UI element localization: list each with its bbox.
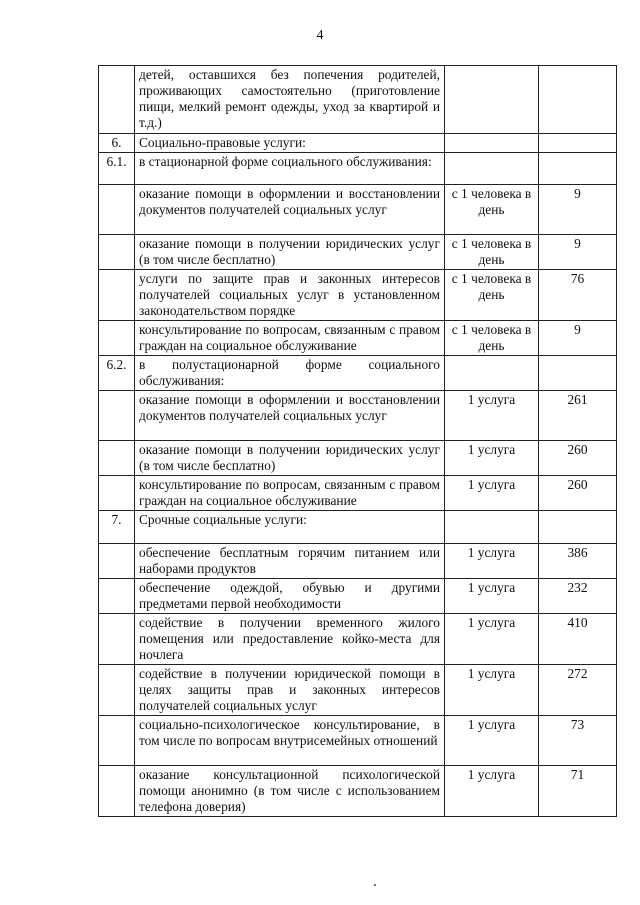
service-description-cell: детей, оставшихся без попечения родителей, проживающих самостоятельно (приготовление пищи, мелкий ремонт одежды, уход за квартирой и т.д.) xyxy=(135,66,445,134)
unit-cell: с 1 человека в день xyxy=(445,270,539,321)
service-description-cell: социально-психологическое консультирование, в том числе по вопросам внутрисемейных отношений xyxy=(135,716,445,766)
unit-cell xyxy=(445,356,539,391)
table-row xyxy=(99,766,617,817)
service-description-cell: Социально-правовые услуги: xyxy=(135,134,445,153)
value-cell: 260 xyxy=(539,441,617,476)
row-number-cell xyxy=(99,476,135,511)
table-row xyxy=(99,544,617,579)
table-row xyxy=(99,441,617,476)
unit-cell: 1 услуга xyxy=(445,766,539,817)
row-number-cell xyxy=(99,544,135,579)
table-row xyxy=(99,579,617,614)
row-number-cell xyxy=(99,66,135,134)
value-cell xyxy=(539,66,617,134)
value-cell: 272 xyxy=(539,665,617,716)
unit-cell: 1 услуга xyxy=(445,441,539,476)
stray-mark xyxy=(374,884,376,886)
row-number-cell: 6. xyxy=(99,134,135,153)
service-description-cell: Срочные социальные услуги: xyxy=(135,511,445,544)
value-cell xyxy=(539,511,617,544)
unit-cell: с 1 человека в день xyxy=(445,185,539,235)
unit-cell xyxy=(445,153,539,185)
value-cell: 232 xyxy=(539,579,617,614)
table-row xyxy=(99,665,617,716)
value-cell xyxy=(539,134,617,153)
row-number-cell xyxy=(99,235,135,270)
row-number-cell xyxy=(99,579,135,614)
row-number-cell xyxy=(99,270,135,321)
value-cell: 71 xyxy=(539,766,617,817)
row-number-cell xyxy=(99,391,135,441)
service-description-cell: консультирование по вопросам, связанным с правом граждан на социальное обслуживание xyxy=(135,321,445,356)
row-number-cell xyxy=(99,665,135,716)
unit-cell xyxy=(445,66,539,134)
value-cell: 261 xyxy=(539,391,617,441)
table-row xyxy=(99,476,617,511)
table-row xyxy=(99,185,617,235)
service-description-cell: содействие в получении юридической помощи в целях защиты прав и законных интересов получателей социальных услуг xyxy=(135,665,445,716)
service-description-cell: содействие в получении временного жилого помещения или предоставление койко-места для ночлега xyxy=(135,614,445,665)
table-row xyxy=(99,66,617,134)
table-row xyxy=(99,356,617,391)
row-number-cell: 6.1. xyxy=(99,153,135,185)
value-cell: 73 xyxy=(539,716,617,766)
value-cell xyxy=(539,356,617,391)
row-number-cell xyxy=(99,321,135,356)
table-row xyxy=(99,321,617,356)
value-cell: 76 xyxy=(539,270,617,321)
service-description-cell: консультирование по вопросам, связанным с правом граждан на социальное обслуживание xyxy=(135,476,445,511)
unit-cell: с 1 человека в день xyxy=(445,235,539,270)
value-cell: 386 xyxy=(539,544,617,579)
row-number-cell: 7. xyxy=(99,511,135,544)
unit-cell: 1 услуга xyxy=(445,716,539,766)
unit-cell xyxy=(445,134,539,153)
value-cell xyxy=(539,153,617,185)
services-table xyxy=(98,65,617,817)
table-row xyxy=(99,153,617,185)
table-row xyxy=(99,270,617,321)
service-description-cell: в полустационарной форме социального обслуживания: xyxy=(135,356,445,391)
page-number: 4 xyxy=(316,28,324,43)
service-description-cell: обеспечение одеждой, обувью и другими предметами первой необходимости xyxy=(135,579,445,614)
row-number-cell xyxy=(99,441,135,476)
service-description-cell: оказание помощи в получении юридических услуг (в том числе бесплатно) xyxy=(135,235,445,270)
unit-cell: 1 услуга xyxy=(445,579,539,614)
service-description-cell: обеспечение бесплатным горячим питанием или наборами продуктов xyxy=(135,544,445,579)
value-cell: 9 xyxy=(539,185,617,235)
value-cell: 410 xyxy=(539,614,617,665)
row-number-cell xyxy=(99,614,135,665)
table-row xyxy=(99,511,617,544)
unit-cell: 1 услуга xyxy=(445,665,539,716)
row-number-cell xyxy=(99,716,135,766)
table-row xyxy=(99,391,617,441)
unit-cell: 1 услуга xyxy=(445,614,539,665)
service-description-cell: оказание помощи в получении юридических услуг (в том числе бесплатно) xyxy=(135,441,445,476)
services-table-body xyxy=(99,66,617,817)
value-cell: 9 xyxy=(539,321,617,356)
value-cell: 260 xyxy=(539,476,617,511)
table-row xyxy=(99,134,617,153)
service-description-cell: оказание консультационной психологической помощи анонимно (в том числе с использованием телефона доверия) xyxy=(135,766,445,817)
table-row xyxy=(99,614,617,665)
value-cell: 9 xyxy=(539,235,617,270)
unit-cell: 1 услуга xyxy=(445,476,539,511)
unit-cell: 1 услуга xyxy=(445,544,539,579)
service-description-cell: оказание помощи в оформлении и восстановлении документов получателей социальных услуг xyxy=(135,185,445,235)
row-number-cell xyxy=(99,766,135,817)
unit-cell: с 1 человека в день xyxy=(445,321,539,356)
row-number-cell xyxy=(99,185,135,235)
service-description-cell: в стационарной форме социального обслуживания: xyxy=(135,153,445,185)
row-number-cell: 6.2. xyxy=(99,356,135,391)
service-description-cell: оказание помощи в оформлении и восстановлении документов получателей социальных услуг xyxy=(135,391,445,441)
service-description-cell: услуги по защите прав и законных интересов получателей социальных услуг в установленном законодательством порядке xyxy=(135,270,445,321)
table-row xyxy=(99,716,617,766)
unit-cell: 1 услуга xyxy=(445,391,539,441)
unit-cell xyxy=(445,511,539,544)
table-row xyxy=(99,235,617,270)
